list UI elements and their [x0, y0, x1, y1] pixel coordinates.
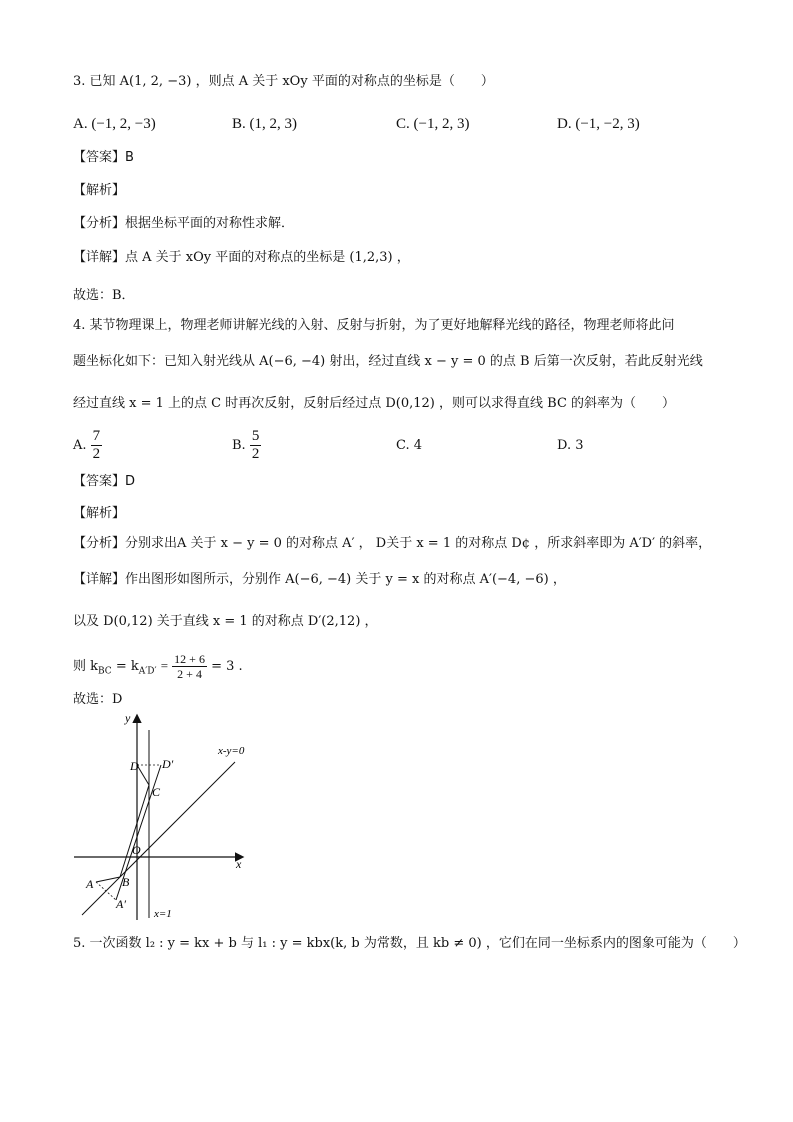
label-d: D	[130, 759, 139, 773]
label-a: A	[86, 877, 94, 891]
q3-option-a: A. (−1, 2, −3)	[73, 116, 156, 132]
q4-option-b	[232, 428, 261, 463]
q4-fenxi: 【分析】分别求出A 关于 x − y = 0 的对称点 A′ ， D关于 x = 1 的对称点 D¢ ，所求斜率即为 A′D′ 的斜率，	[73, 536, 712, 551]
label-x-equals-1: x=1	[154, 908, 172, 920]
q3-stem: 3. 已知 A(1, 2, −3) ，则点 A 关于 xOy 平面的对称点的坐标是（ ）	[73, 74, 494, 89]
label-c: C	[152, 785, 161, 799]
label-a-prime: A′	[116, 897, 126, 911]
label-x: x	[236, 857, 242, 871]
q4-option-a	[73, 428, 102, 463]
q3-jiexi: 【解析】	[73, 183, 126, 198]
q4-option-c: C. 4	[396, 438, 423, 453]
q4-stem-line2: 题坐标化如下：已知入射光线从 A(−6, −4) 射出，经过直线 x − y = 0 的点 B 后第一次反射，若此反射光线	[73, 354, 703, 369]
q4-option-b-numerator: 5	[251, 428, 260, 444]
q4-option-d: D. 3	[557, 438, 584, 453]
q3-xiangjie: 【详解】点 A 关于 xOy 平面的对称点的坐标是 (1,2,3) ，	[73, 250, 410, 265]
q4-calc-result: = 3 .	[211, 659, 243, 674]
label-b: B	[122, 875, 130, 889]
q4-conclusion: 故选：D	[73, 692, 123, 707]
q4-option-a-numerator: 7	[92, 428, 101, 444]
ray-c-to-d	[137, 765, 149, 785]
label-d-prime: D′	[162, 757, 174, 771]
q3-option-d: D. (−1, −2, 3)	[557, 116, 640, 132]
q3-answer: 【答案】B	[73, 150, 134, 165]
q4-option-a-denominator: 2	[92, 446, 101, 462]
q4-jiexi: 【解析】	[73, 506, 126, 521]
q4-calc-prefix: 则 k	[73, 659, 99, 674]
label-y: y	[125, 711, 131, 725]
q4-option-a-label: A.	[73, 438, 87, 453]
q3-option-b: B. (1, 2, 3)	[232, 116, 297, 132]
q4-also: 以及 D(0,12) 关于直线 x = 1 的对称点 D′(2,12) ，	[73, 614, 378, 629]
q4-option-a-fraction	[91, 428, 103, 463]
q4-calc-numerator: 12 + 6	[174, 652, 205, 666]
q4-option-b-denominator: 2	[251, 446, 260, 462]
q4-calc-equals: =	[160, 658, 169, 673]
q4-calc-sub-bc: BC	[98, 666, 112, 677]
q3-fenxi: 【分析】根据坐标平面的对称性求解．	[73, 216, 295, 231]
q4-calc-mid: = k	[111, 659, 139, 674]
q4-option-b-fraction	[250, 428, 262, 463]
label-o: O	[132, 843, 141, 857]
reflection-diagram	[70, 710, 270, 925]
q4-calc-denominator: 2 + 4	[177, 667, 202, 681]
q3-option-c: C. (−1, 2, 3)	[396, 116, 470, 132]
q4-calc	[73, 648, 243, 690]
q4-stem-line1: 4. 某节物理课上，物理老师讲解光线的入射、反射与折射，为了更好地解释光线的路径，物理老师将此问	[73, 318, 675, 333]
q4-answer: 【答案】D	[73, 474, 136, 489]
q3-conclusion: 故选：B．	[73, 288, 135, 303]
q4-calc-sub-ad: A′D′	[138, 666, 157, 677]
q4-stem-line3: 经过直线 x = 1 上的点 C 时再次反射，反射后经过点 D(0,12) ，则可以求得直线 BC 的斜率为（ ）	[73, 396, 676, 411]
q4-calc-fraction	[172, 652, 207, 681]
q4-option-b-label: B.	[232, 438, 246, 453]
q4-xiangjie: 【详解】作出图形如图所示，分别作 A(−6, −4) 关于 y = x 的对称点 A′(−4, −6) ，	[73, 572, 566, 587]
label-line-xy: x-y=0	[218, 745, 245, 757]
q5-stem: 5. 一次函数 l₂ : y = kx + b 与 l₁ : y = kbx(k, b 为常数，且 kb ≠ 0) ，它们在同一坐标系内的图象可能为（ ）	[73, 936, 746, 951]
